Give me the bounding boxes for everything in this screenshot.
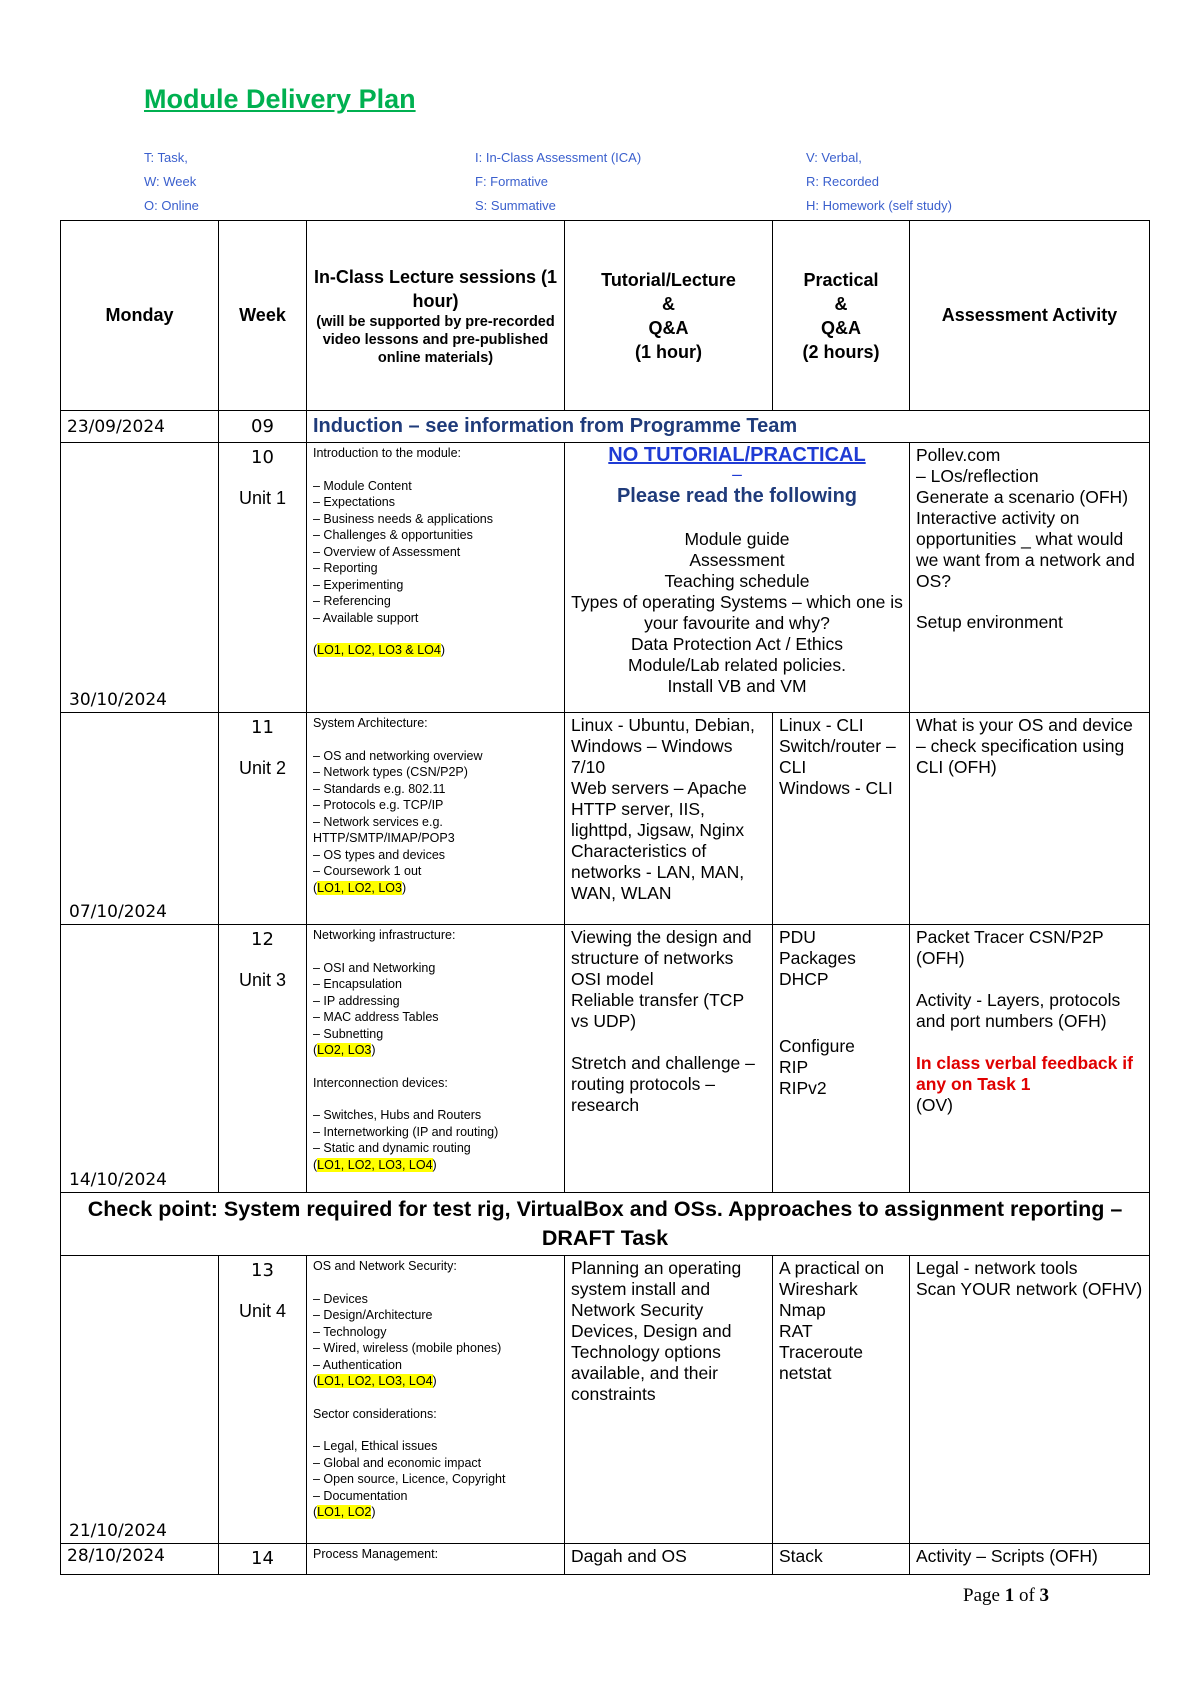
lo-bracket: ): [432, 1157, 437, 1172]
lecture-item: – Network types (CSN/P2P): [313, 765, 468, 779]
table-row-week-11: [61, 713, 1150, 925]
reading-item: Install VB and VM: [667, 676, 807, 696]
assessment-item: Activity - Layers, protocols and port numbers (OFH): [916, 990, 1121, 1031]
practical-item: Packages: [779, 948, 856, 968]
assessment-item: (OV): [916, 1095, 953, 1115]
practical-item: RIPv2: [779, 1078, 827, 1098]
lo-highlight: LO1, LO2, LO3 & LO4: [317, 643, 441, 657]
legend-item: O: Online: [144, 198, 199, 213]
learning-outcomes: [313, 1504, 558, 1521]
lo-bracket: ): [440, 643, 446, 657]
unit-label: Unit 1: [238, 488, 287, 508]
assessment-cell: [910, 925, 1150, 1193]
header-lecture-sub: (will be supported by pre-recorded video lessons and pre-published online materials): [316, 313, 555, 366]
lecture-item: – Devices: [313, 1291, 368, 1306]
lo-bracket: (: [313, 880, 318, 895]
assessment-item: – LOs/reflection: [916, 466, 1039, 486]
assessment-item: Pollev.com: [916, 445, 1001, 465]
week-cell: [219, 713, 307, 925]
lecture-title: Introduction to the module:: [313, 446, 462, 460]
lecture-title: System Architecture:: [313, 716, 428, 730]
week-number: 13: [251, 1260, 274, 1281]
practical-item: Switch/router – CLI: [779, 736, 896, 777]
date-cell: 23/09/2024: [61, 411, 219, 443]
of-label: of: [1018, 1585, 1035, 1606]
lecture-item: – Technology: [313, 1324, 387, 1339]
tutorial-item: Linux - Ubuntu, Debian, Windows – Windows 7/10: [571, 715, 755, 777]
week-number: 12: [251, 929, 274, 950]
lecture-item: – Overview of Assessment: [313, 544, 461, 559]
tutorial-item: Planning an operating system install and Network Security Devices, Design and Technology options available, and their constraints: [571, 1258, 742, 1404]
date-text: 07/10/2024: [69, 902, 167, 922]
learning-outcomes: [313, 1157, 558, 1174]
legend-item: H: Homework (self study): [806, 198, 952, 213]
practical-item: PDU: [779, 927, 816, 947]
lo-bracket: ): [432, 1374, 437, 1388]
lecture-cell: [307, 713, 565, 925]
date-cell: [61, 443, 219, 713]
tutorial-item: Web servers – Apache HTTP server, IIS, lighttpd, Jigsaw, Nginx: [571, 778, 747, 840]
lecture-item: – OSI and Networking: [313, 960, 436, 975]
checkpoint-row: [61, 1193, 1150, 1256]
page-label: Page: [963, 1585, 1000, 1606]
assessment-item: Legal - network tools: [916, 1258, 1078, 1278]
legend-column-1: [144, 146, 199, 218]
table-row-week-14: [61, 1544, 1150, 1575]
table-row-week-12: [61, 925, 1150, 1193]
practical-item: A practical on Wireshark: [779, 1258, 885, 1299]
heading-dash: –: [732, 464, 742, 484]
lecture-item: – Coursework 1 out: [313, 864, 422, 878]
lecture-title: Sector considerations:: [313, 1406, 437, 1421]
practical-item: netstat: [779, 1363, 832, 1383]
lecture-item: – IP addressing: [313, 993, 400, 1008]
lo-bracket: (: [313, 1043, 318, 1057]
lecture-item: – Global and economic impact: [313, 1455, 482, 1470]
reading-item: Module/Lab related policies.: [628, 655, 846, 675]
page-current: 1: [1004, 1585, 1015, 1606]
header-lecture: [307, 221, 565, 411]
lecture-item: – Module Content: [313, 478, 412, 493]
header-practical-line: Practical: [803, 269, 879, 290]
week-cell: [219, 1256, 307, 1544]
practical-cell: [773, 925, 910, 1193]
header-tutorial-line: &: [662, 293, 675, 314]
assessment-cell: [910, 1256, 1150, 1544]
lo-highlight: LO1, LO2: [317, 1505, 372, 1519]
header-tutorial-line: (1 hour): [635, 341, 702, 362]
assessment-item: Generate a scenario (OFH): [916, 487, 1129, 507]
date-cell: [61, 713, 219, 925]
assessment-cell: [910, 713, 1150, 925]
date-cell: 28/10/2024: [61, 1544, 219, 1575]
lecture-item: – Network services e.g. HTTP/SMTP/IMAP/POP3: [313, 814, 455, 845]
lecture-item: – Standards e.g. 802.11: [313, 781, 446, 796]
legend-item: V: Verbal,: [806, 150, 862, 165]
lecture-cell: [307, 443, 565, 713]
lo-bracket: ): [371, 1043, 376, 1057]
legend-item: R: Recorded: [806, 174, 879, 189]
header-assessment: Assessment Activity: [910, 221, 1150, 411]
lecture-item: – OS types and devices: [313, 847, 446, 862]
learning-outcomes: [313, 1042, 558, 1059]
lo-highlight: LO1, LO2, LO3: [317, 880, 402, 895]
date-cell: [61, 1256, 219, 1544]
date-text: 21/10/2024: [69, 1521, 167, 1541]
lecture-item: – Authentication: [313, 1357, 402, 1372]
legend-item: S: Summative: [475, 198, 556, 213]
week-cell: 14: [219, 1544, 307, 1575]
week-cell: 09: [219, 411, 307, 443]
tutorial-item: OSI model: [571, 969, 654, 989]
lecture-title: Interconnection devices:: [313, 1075, 448, 1090]
header-week: Week: [219, 221, 307, 411]
week-number: 10: [251, 447, 274, 468]
lo-bracket: ): [371, 1505, 376, 1519]
tutorial-item: Viewing the design and structure of networks: [571, 927, 752, 968]
assessment-item: Setup environment: [916, 612, 1063, 632]
assessment-cell: [910, 443, 1150, 713]
table-row-week-09: [61, 411, 1150, 443]
lecture-title: OS and Network Security:: [313, 1259, 457, 1273]
legend-column-2: [475, 146, 641, 218]
tutorial-item: Reliable transfer (TCP vs UDP): [571, 990, 744, 1031]
legend-item: T: Task,: [144, 150, 188, 165]
practical-item: Linux - CLI: [779, 715, 864, 735]
page-total: 3: [1039, 1585, 1050, 1606]
lo-highlight: LO1, LO2, LO3, LO4: [317, 1374, 433, 1388]
page-title: Module Delivery Plan: [144, 84, 416, 114]
unit-label: Unit 4: [238, 1301, 287, 1321]
lecture-item: – Documentation: [313, 1488, 408, 1503]
no-tutorial-heading: NO TUTORIAL/PRACTICAL: [608, 444, 866, 466]
tutorial-cell: [565, 713, 773, 925]
date-text: 14/10/2024: [69, 1170, 167, 1190]
tutorial-cell: Dagah and OS: [565, 1544, 773, 1575]
tutorial-cell: [565, 1256, 773, 1544]
lecture-item: – MAC address Tables: [313, 1010, 439, 1024]
delivery-plan-table: [60, 220, 1150, 1575]
tutorial-notice-cell: [565, 443, 910, 713]
practical-item: Windows - CLI: [779, 778, 893, 798]
lecture-item: – Business needs & applications: [313, 511, 493, 526]
header-row: [61, 221, 1150, 411]
week-cell: [219, 443, 307, 713]
checkpoint-note: Check point: System required for test rig, VirtualBox and OSs. Approaches to assignment reporting – DRAFT Task: [61, 1193, 1150, 1256]
assessment-item: Packet Tracer CSN/P2P (OFH): [916, 927, 1104, 968]
lecture-item: – Design/Architecture: [313, 1308, 433, 1322]
learning-outcomes: [313, 642, 558, 659]
lo-bracket: (: [313, 643, 318, 657]
date-text: 30/10/2024: [69, 690, 167, 710]
legend-item: W: Week: [144, 174, 197, 189]
lecture-item: – Encapsulation: [313, 977, 402, 991]
tutorial-item: Stretch and challenge – routing protocols – research: [571, 1053, 755, 1115]
assessment-cell: Activity – Scripts (OFH): [910, 1544, 1150, 1575]
lo-bracket: ): [401, 880, 407, 895]
header-tutorial-line: Q&A: [648, 317, 689, 338]
lo-bracket: (: [313, 1505, 318, 1519]
reading-item: Types of operating Systems – which one is your favourite and why?: [571, 592, 903, 633]
assessment-item: What is your OS and device – check specification using CLI (OFH): [916, 715, 1133, 777]
practical-cell: Stack: [773, 1544, 910, 1575]
lecture-cell: [307, 925, 565, 1193]
lo-highlight: LO1, LO2, LO3, LO4: [317, 1157, 433, 1172]
header-tutorial: [565, 221, 773, 411]
learning-outcomes: [313, 880, 558, 897]
page-number-footer: [963, 1585, 1049, 1607]
header-practical-line: Q&A: [821, 317, 861, 338]
practical-item: RAT: [779, 1321, 813, 1341]
lecture-item: – OS and networking overview: [313, 748, 483, 763]
legend-column-3: [806, 146, 952, 218]
practical-item: DHCP: [779, 969, 829, 989]
header-monday: Monday: [61, 221, 219, 411]
reading-item: Module guide: [684, 529, 790, 549]
lecture-cell: Process Management:: [307, 1544, 565, 1575]
lecture-item: – Legal, Ethical issues: [313, 1439, 438, 1453]
unit-label: Unit 3: [238, 970, 287, 990]
week-cell: [219, 925, 307, 1193]
header-practical-line: (2 hours): [802, 341, 880, 362]
header-practical-line: &: [834, 293, 848, 314]
lecture-cell: [307, 1256, 565, 1544]
lecture-title: Networking infrastructure:: [313, 928, 456, 942]
table-row-week-13: [61, 1256, 1150, 1544]
week-number: 11: [251, 717, 274, 738]
practical-cell: [773, 1256, 910, 1544]
header-practical: [773, 221, 910, 411]
lecture-item: – Protocols e.g. TCP/IP: [313, 798, 444, 812]
lo-bracket: (: [313, 1374, 318, 1388]
practical-cell: [773, 713, 910, 925]
assessment-item: Interactive activity on opportunities _ what would we want from a network and OS?: [916, 508, 1135, 591]
tutorial-item: Characteristics of networks - LAN, MAN, WAN, WLAN: [571, 841, 745, 903]
unit-label: Unit 2: [238, 758, 287, 778]
lecture-item: – Static and dynamic routing: [313, 1141, 471, 1155]
legend-item: F: Formative: [475, 174, 548, 189]
assessment-item: Scan YOUR network (OFHV): [916, 1279, 1143, 1299]
lecture-item: – Open source, Licence, Copyright: [313, 1472, 506, 1486]
lecture-item: – Internetworking (IP and routing): [313, 1124, 499, 1139]
table-row-week-10: [61, 443, 1150, 713]
lecture-item: – Switches, Hubs and Routers: [313, 1108, 482, 1122]
practical-item: Configure: [779, 1036, 855, 1056]
lecture-item: – Available support: [313, 610, 419, 625]
lecture-item: – Reporting: [313, 561, 378, 575]
header-lecture-main: In-Class Lecture sessions (1 hour): [313, 266, 558, 311]
reading-item: Data Protection Act / Ethics: [630, 634, 844, 654]
lecture-item: – Subnetting: [313, 1026, 384, 1041]
verbal-feedback-note: In class verbal feedback if any on Task 1: [916, 1053, 1133, 1094]
lecture-item: – Expectations: [313, 495, 395, 509]
legend: [0, 146, 1200, 212]
induction-note: Induction – see information from Programme Team: [307, 411, 1150, 443]
reading-item: Teaching schedule: [664, 571, 810, 591]
lo-highlight: LO2, LO3: [317, 1043, 372, 1057]
tutorial-cell: [565, 925, 773, 1193]
practical-item: Traceroute: [779, 1342, 863, 1362]
read-following-heading: Please read the following: [616, 485, 858, 507]
learning-outcomes: [313, 1373, 558, 1390]
lo-bracket: (: [313, 1157, 318, 1172]
practical-item: RIP: [779, 1057, 809, 1077]
lecture-item: – Referencing: [313, 594, 391, 608]
lecture-item: – Challenges & opportunities: [313, 528, 473, 542]
lecture-item: – Wired, wireless (mobile phones): [313, 1341, 502, 1355]
date-cell: [61, 925, 219, 1193]
practical-item: Nmap: [779, 1300, 826, 1320]
legend-item: I: In-Class Assessment (ICA): [475, 150, 642, 165]
header-tutorial-line: Tutorial/Lecture: [601, 269, 736, 290]
reading-item: Assessment: [689, 550, 785, 570]
lecture-item: – Experimenting: [313, 577, 404, 592]
